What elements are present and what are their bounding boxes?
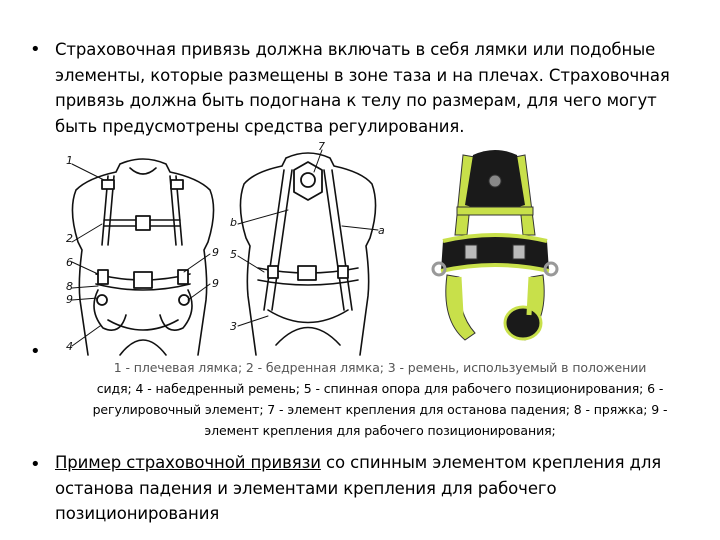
bullet-1: • [30, 39, 41, 60]
illustration-caption [60, 357, 700, 441]
front-label-2: 2 [66, 232, 73, 245]
front-label-9: 9 [66, 293, 73, 306]
harness-example-link[interactable]: Пример страховочной привязи [55, 453, 321, 472]
caption-line-3: регулировочный элемент; 7 - элемент крепления для останова падения; 8 - пряжка; 9 - [92, 402, 668, 417]
front-label-6: 6 [66, 256, 73, 269]
back-label-5: 5 [230, 248, 237, 261]
paragraph-harness-example [55, 450, 695, 527]
back-label-3: 3 [230, 320, 237, 333]
caption-line-4: элемент крепления для рабочего позиционирования; [204, 423, 556, 438]
front-label-1: 1 [66, 154, 73, 167]
front-label-9c: 9 [212, 277, 219, 290]
back-label-a: a [378, 224, 385, 237]
bullet-2: • [30, 341, 41, 362]
back-label-7: 7 [318, 140, 325, 153]
paragraph-harness-requirements: Страховочная привязь должна включать в себя лямки или подобные элементы, которые размещены в зоне таза и на плечах. Страховочная привязь должна быть подогнана к телу по размерам, для чего могут быть предусмотрены средства регулирования. [55, 40, 670, 136]
front-label-8: 8 [66, 280, 73, 293]
harness-example-text: со спинным элементом крепления для останова падения и элементами крепления для рабочего позиционирования [55, 453, 662, 523]
front-label-4: 4 [66, 340, 73, 353]
caption-line-2: сидя; 4 - набедренный ремень; 5 - спинная опора для рабочего позиционирования; 6 - [96, 381, 664, 396]
caption-line-1: 1 - плечевая лямка; 2 - бедренная лямка; 3 - ремень, используемый в положении [113, 360, 647, 375]
front-label-9b: 9 [212, 246, 219, 259]
harness-photo [425, 145, 565, 350]
back-label-b: b [230, 216, 237, 229]
bullet-3: • [30, 454, 41, 475]
harness-front-illustration [58, 150, 228, 360]
harness-back-illustration [228, 140, 388, 360]
